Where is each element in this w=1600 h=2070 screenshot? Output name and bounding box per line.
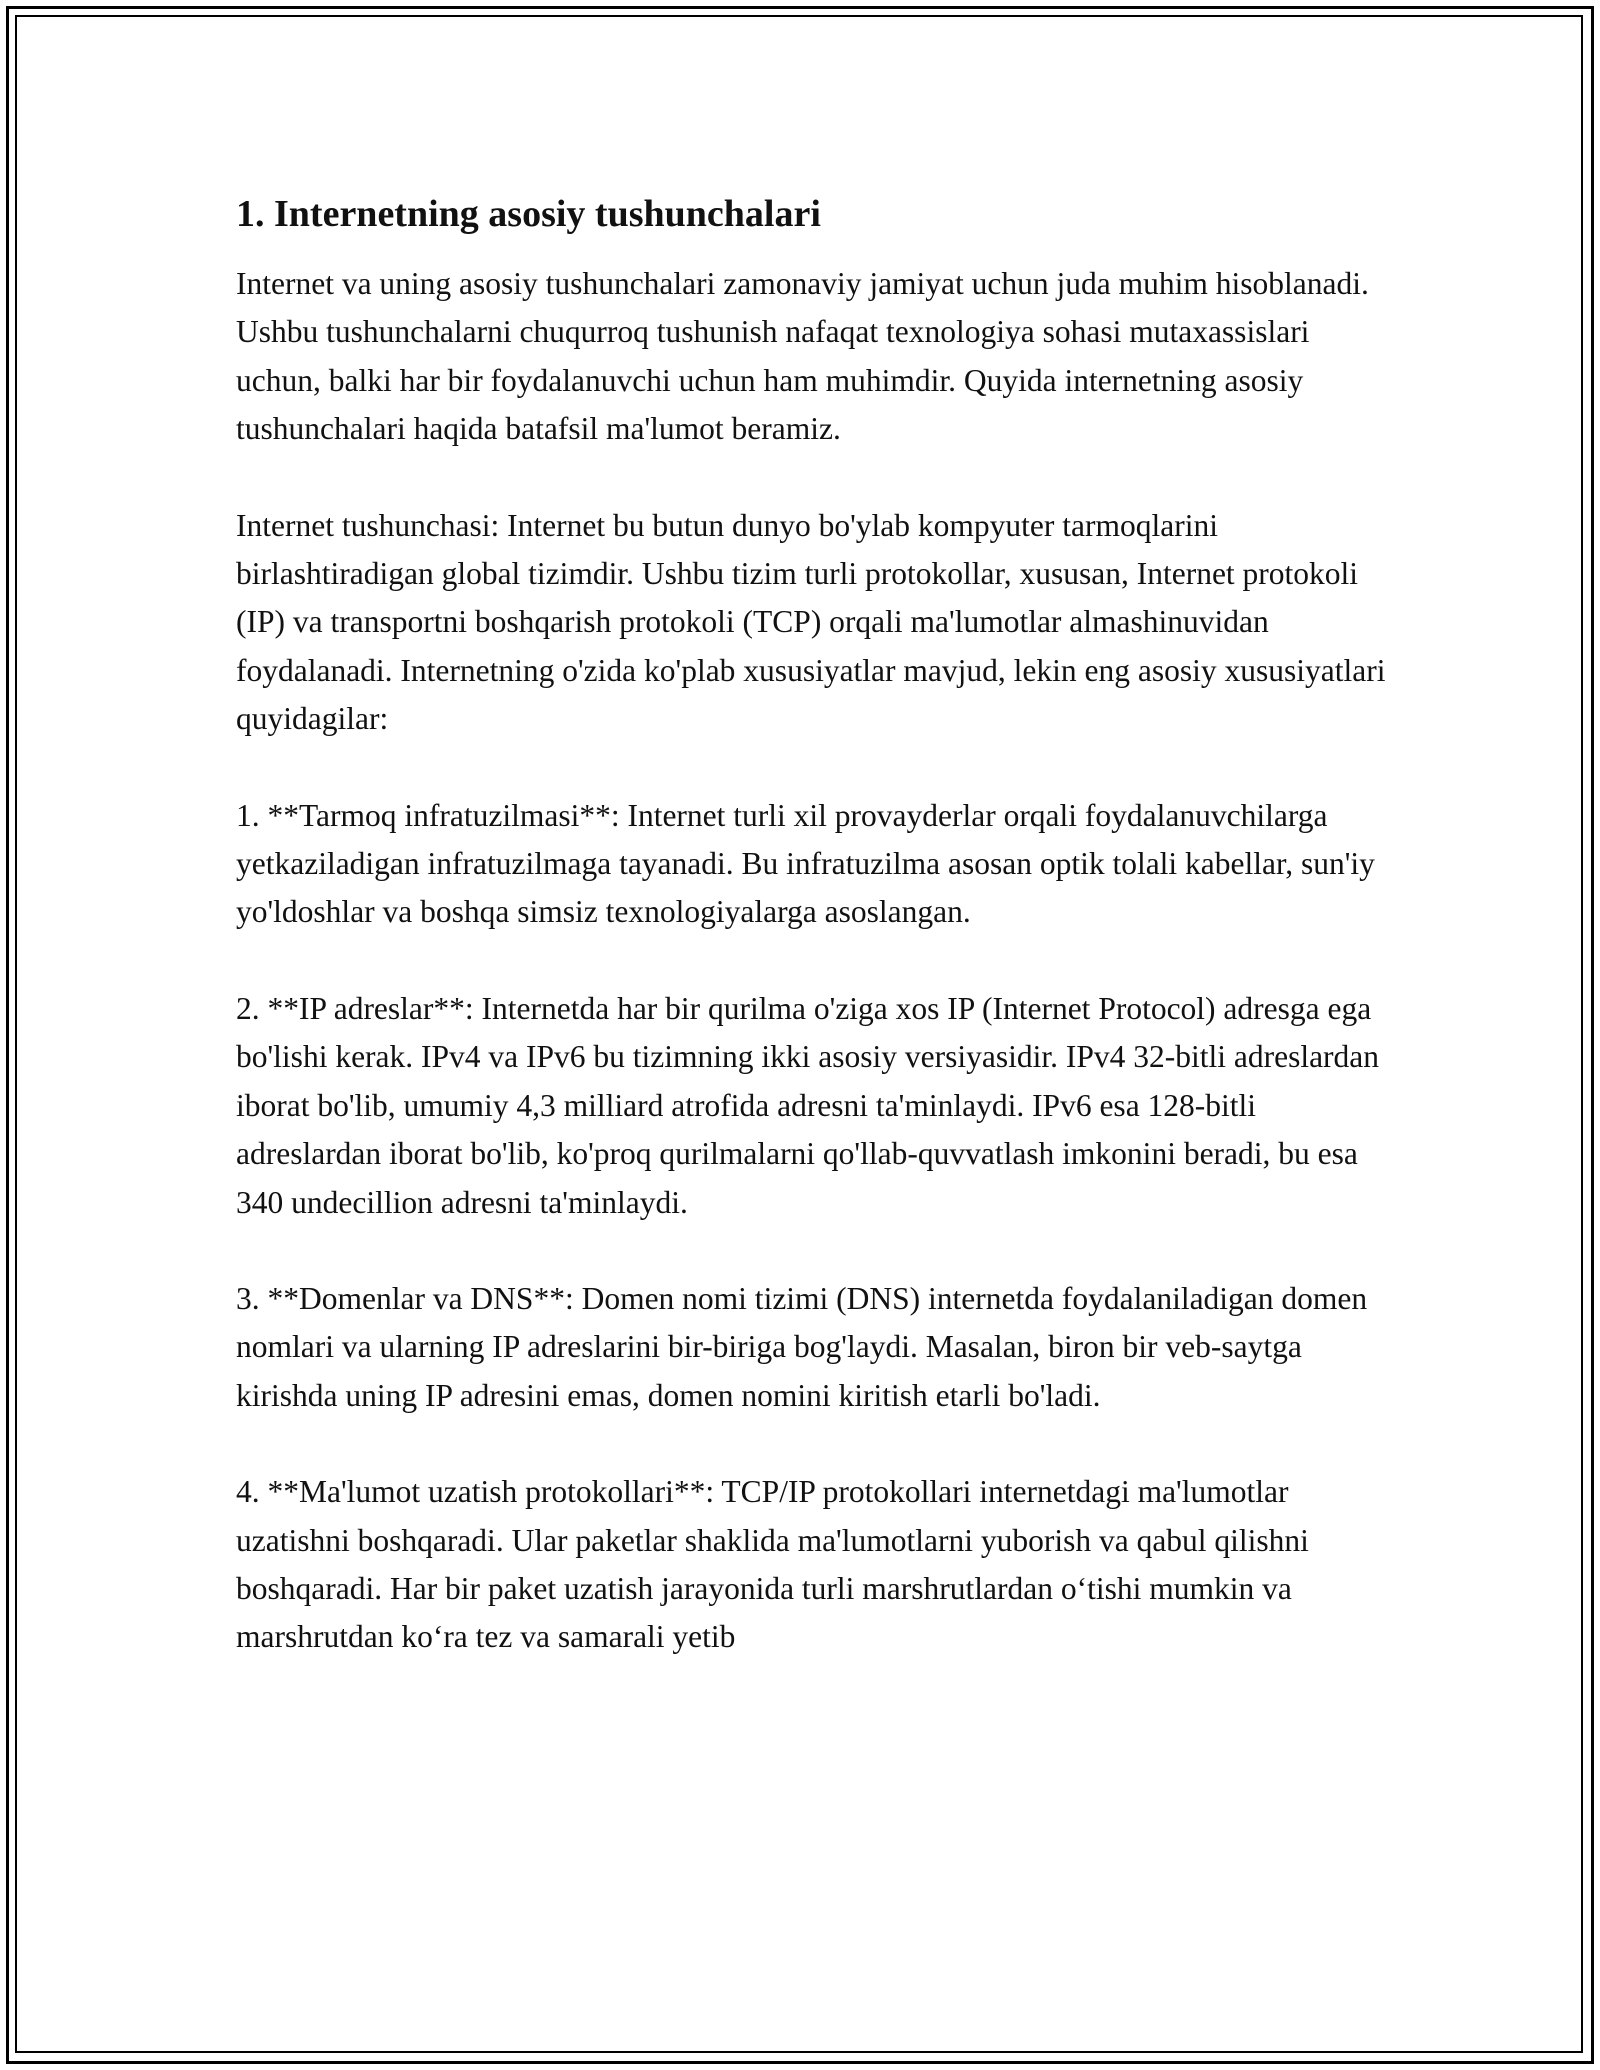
list-item-data-transfer-protocols: 4. **Ma'lumot uzatish protokollari**: TCP/IP protokollari internetdagi ma'lumotlar uzatishni boshqaradi. Ular paketlar shaklida ma'lumotlarni yuborish va qabul qilishni boshqaradi. Har bir paket uzatish jarayonida turli marshrutlardan o‘tishi mumkin va marshrutdan ko‘ra tez va samarali yetib	[236, 1474, 1309, 1655]
document-body	[236, 188, 1396, 1662]
internet-definition-paragraph: Internet tushunchasi: Internet bu butun dunyo bo'ylab kompyuter tarmoqlarini birlashtiradigan global tizimdir. Ushbu tizim turli protokollar, xususan, Internet protokoli (IP) va transportni boshqarish protokoli (TCP) orqali ma'lumotlar almashinuvidan foydalanadi. Internetning o'zida ko'plab xususiyatlar mavjud, lekin eng asosiy xususiyatlari quyidagilar:	[236, 507, 1386, 737]
list-item-ip-addresses: 2. **IP adreslar**: Internetda har bir qurilma o'ziga xos IP (Internet Protocol) adresga ega bo'lishi kerak. IPv4 va IPv6 bu tizimning ikki asosiy versiyasidir. IPv4 32-bitli adreslardan iborat bo'lib, umumiy 4,3 milliard atrofida adresni ta'minlaydi. IPv6 esa 128-bitli adreslardan iborat bo'lib, ko'proq qurilmalarni qo'llab-quvvatlash imkonini beradi, bu esa 340 undecillion adresni ta'minlaydi.	[236, 990, 1380, 1220]
section-heading: 1. Internetning asosiy tushunchalari	[236, 193, 821, 235]
intro-paragraph: Internet va uning asosiy tushunchalari zamonaviy jamiyat uchun juda muhim hisoblanadi. Ushbu tushunchalarni chuqurroq tushunish nafaqat texnologiya sohasi mutaxassislari uchun, balki har bir foydalanuvchi uchun ham muhimdir. Quyida internetning asosiy tushunchalari haqida batafsil ma'lumot beramiz.	[236, 266, 1369, 447]
list-item-network-infrastructure: 1. **Tarmoq infratuzilmasi**: Internet turli xil provayderlar orqali foydalanuvchilarga yetkaziladigan infratuzilmaga tayanadi. Bu infratuzilma asosan optik tolali kabellar, sun'iy yo'ldoshlar va boshqa simsiz texnologiyalarga asoslangan.	[236, 797, 1375, 930]
list-item-domains-dns: 3. **Domenlar va DNS**: Domen nomi tizimi (DNS) internetda foydalaniladigan domen nomlari va ularning IP adreslarini bir-biriga bog'laydi. Masalan, biron bir veb-saytga kirishda uning IP adresini emas, domen nomini kiritish etarli bo'ladi.	[236, 1280, 1368, 1413]
